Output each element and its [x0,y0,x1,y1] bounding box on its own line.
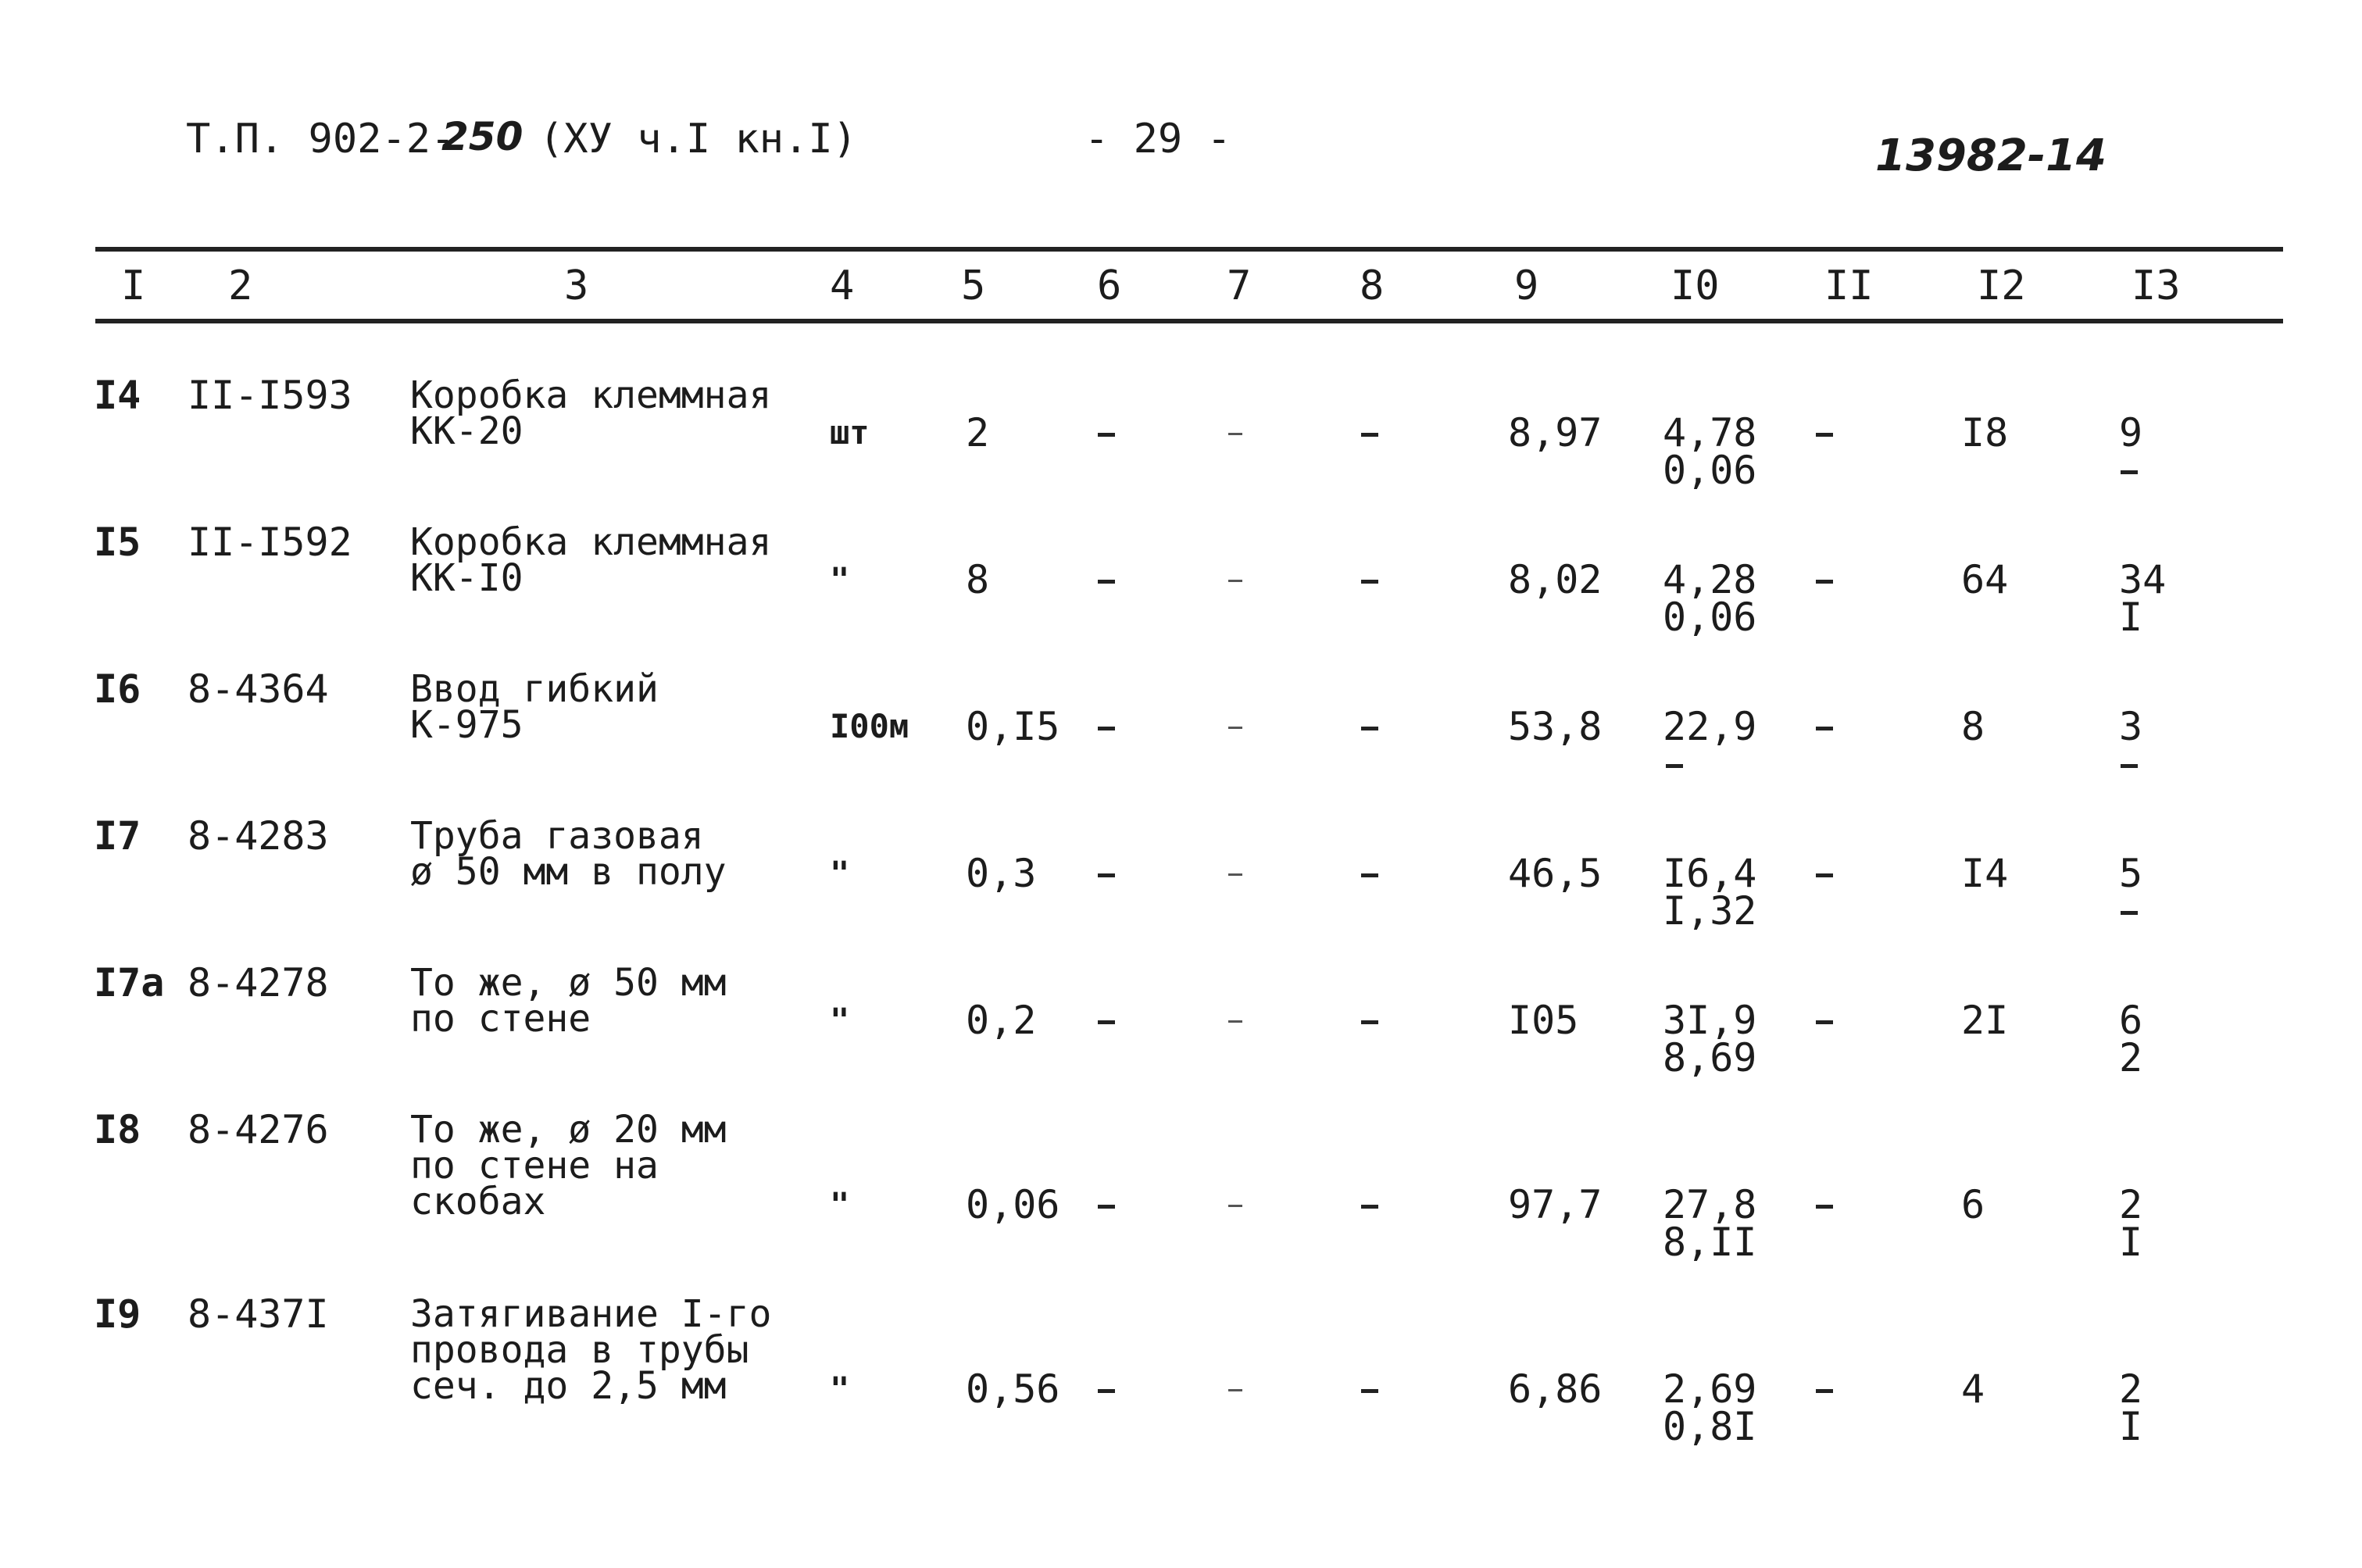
unit: шт [830,413,870,452]
work-name-line: КК-20 [410,409,523,453]
quantity: 0,56 [966,1366,1060,1412]
column-9-value: I05 [1508,998,1579,1043]
column-number: I2 [1977,263,2026,309]
work-name-line: по стене [410,997,591,1041]
dash-mark [1228,580,1242,582]
column-number: I0 [1671,263,1720,309]
column-10-value: 2,69 [1663,1366,1757,1412]
column-number: 8 [1360,263,1385,309]
price-code: 8-4283 [188,813,329,859]
column-13-value: 3 [2119,704,2143,749]
unit: I00м [830,707,909,745]
column-13-value: 6 [2119,998,2143,1043]
work-name-line: Ввод гибкий [410,667,659,711]
work-name-line: Затягивание I-го [410,1292,772,1336]
column-10-value: 22,9 [1663,704,1757,749]
column-9-value: 97,7 [1508,1182,1603,1227]
dash-mark [1228,433,1242,435]
dash-mark [1098,580,1115,584]
column-13-value: 34 [2119,557,2167,602]
column-9-value: 46,5 [1508,851,1603,896]
unit: " [830,560,850,598]
dash-mark [1816,1205,1833,1209]
column-12-value: 64 [1961,557,2009,602]
page-number: - 29 - [1085,116,1231,163]
dash-mark [1361,580,1378,584]
price-code: 8-4278 [188,960,329,1005]
column-10-value: 0,06 [1663,595,1757,640]
column-13-value: 2 [2119,1366,2143,1412]
column-10-value: 8,69 [1663,1035,1757,1080]
row-number: I8 [94,1107,141,1152]
work-name-line: То же, ø 50 мм [410,961,727,1005]
work-name-line: ø 50 мм в полу [410,850,727,894]
quantity: 0,I5 [966,704,1060,749]
dash-mark [1816,1389,1833,1393]
column-13-value: 9 [2119,410,2143,455]
price-code: II-I593 [188,373,352,418]
column-number: II [1824,263,1874,309]
work-name-line: Коробка клеммная [410,373,772,417]
column-10-value: 0,06 [1663,448,1757,493]
unit: " [830,1370,850,1408]
price-code: 8-437I [188,1291,329,1337]
quantity: 0,2 [966,998,1037,1043]
document-volume: (ХУ ч.I кн.I) [539,116,857,163]
column-10-value: 4,78 [1663,410,1757,455]
dash-mark [1816,727,1833,730]
dash-mark [1816,433,1833,437]
column-13-value: 2 [2119,1035,2143,1080]
column-12-value: I4 [1961,851,2009,896]
dash-mark [1816,1020,1833,1024]
column-10-value: 3I,9 [1663,998,1757,1043]
dash-mark [2121,470,2138,474]
column-9-value: 53,8 [1508,704,1603,749]
table-header-rule [95,319,2283,323]
column-13-value: I [2119,1404,2143,1449]
quantity: 8 [966,557,990,602]
work-name-line: сеч. до 2,5 мм [410,1364,727,1408]
column-12-value: 2I [1961,998,2009,1043]
column-10-value: 0,8I [1663,1404,1757,1449]
dash-mark [1228,1020,1242,1023]
column-13-value: I [2119,1220,2143,1265]
dash-mark [2121,911,2138,915]
dash-mark [1361,1020,1378,1024]
column-number: I [121,263,146,309]
work-name-line: То же, ø 20 мм [410,1108,727,1152]
designation-handwritten-number: 250 [441,114,523,159]
dash-mark [1361,873,1378,877]
column-12-value: 6 [1961,1182,1985,1227]
column-10-value: I,32 [1663,888,1757,934]
work-name-line: Труба газовая [410,814,704,858]
dash-mark [1666,764,1683,768]
dash-mark [1361,1389,1378,1393]
column-13-value: 2 [2119,1182,2143,1227]
quantity: 0,3 [966,851,1037,896]
quantity: 2 [966,410,990,455]
work-name-line: по стене на [410,1144,659,1188]
column-10-value: 8,II [1663,1220,1757,1265]
archive-stamp: 13982-14 [1875,130,2107,181]
dash-mark [1228,1205,1242,1207]
work-name-line: Коробка клеммная [410,520,772,564]
dash-mark [1816,873,1833,877]
dash-mark [2121,764,2138,768]
dash-mark [1098,433,1115,437]
work-name-line: К-975 [410,703,523,747]
dash-mark [1098,873,1115,877]
price-code: II-I592 [188,520,352,565]
column-10-value: I6,4 [1663,851,1757,896]
dash-mark [1361,727,1378,730]
dash-mark [1228,1389,1242,1391]
row-number: I7а [94,960,165,1005]
column-number: 7 [1227,263,1252,309]
dash-mark [1228,727,1242,729]
unit: " [830,1001,850,1039]
dash-mark [1228,873,1242,876]
price-code: 8-4276 [188,1107,329,1152]
column-9-value: 8,97 [1508,410,1603,455]
quantity: 0,06 [966,1182,1060,1227]
column-number: 4 [830,263,855,309]
dash-mark [1361,433,1378,437]
dash-mark [1361,1205,1378,1209]
row-number: I5 [94,520,141,565]
dash-mark [1098,727,1115,730]
row-number: I6 [94,666,141,712]
work-name-line: провода в трубы [410,1328,749,1372]
column-number: I3 [2132,263,2181,309]
document-designation: Т.П. 902-2- [186,116,456,163]
table-top-rule [95,247,2283,252]
dash-mark [1098,1389,1115,1393]
work-name-line: скобах [410,1180,546,1223]
column-number: 5 [961,263,986,309]
column-12-value: I8 [1961,410,2009,455]
column-13-value: 5 [2119,851,2143,896]
unit: " [830,1185,850,1223]
work-name-line: КК-I0 [410,556,523,600]
column-12-value: 8 [1961,704,1985,749]
column-number: 6 [1097,263,1122,309]
column-number: 9 [1514,263,1539,309]
row-number: I7 [94,813,141,859]
row-number: I9 [94,1291,141,1337]
dash-mark [1098,1205,1115,1209]
column-12-value: 4 [1961,1366,1985,1412]
column-number: 2 [228,263,253,309]
column-9-value: 8,02 [1508,557,1603,602]
column-10-value: 4,28 [1663,557,1757,602]
dash-mark [1098,1020,1115,1024]
column-number: 3 [564,263,589,309]
column-9-value: 6,86 [1508,1366,1603,1412]
price-code: 8-4364 [188,666,329,712]
unit: " [830,854,850,892]
column-10-value: 27,8 [1663,1182,1757,1227]
dash-mark [1816,580,1833,584]
column-13-value: I [2119,595,2143,640]
row-number: I4 [94,373,141,418]
